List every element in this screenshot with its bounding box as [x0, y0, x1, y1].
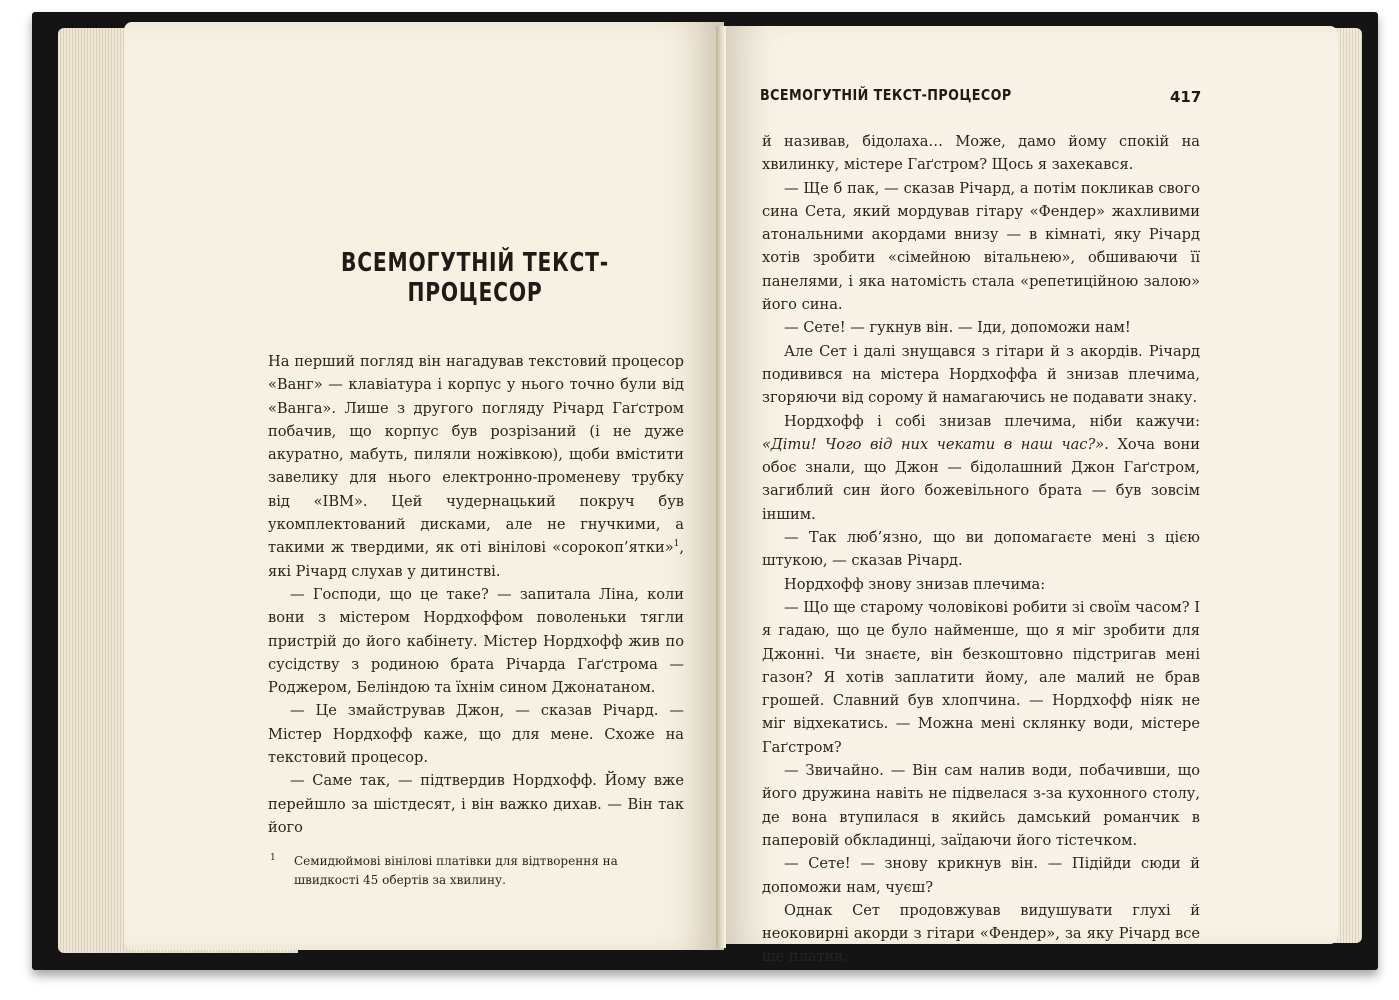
chapter-title: ВСЕМОГУТНІЙ ТЕКСТ-ПРОЦЕСОР	[340, 248, 610, 308]
paragraph: — Що ще старому чоловікові робити зі своїм часом? І я гадаю, що це було найменше, що я міг зробити для Джонні. Чи знаєте, він безкоштовно підстригав мені газон? Я хотів заплатити йому, але малий не брав грошей. Славний був хлопчина. — Нордхофф ніяк не міг відхекатись. — Можна мені склянку води, містере Гаґстром?	[762, 598, 1200, 756]
footnote	[270, 852, 684, 890]
footnote-text: Семидюймові вінілові платівки для відтворення на швидкості 45 обертів за хвилину.	[294, 854, 618, 887]
footnote-ref: 1	[673, 539, 680, 550]
paragraph: — Господи, що це таке? — запитала Ліна, коли вони з містером Нордхоффом поволеньки тягли пристрій до його кабінету. Містер Нордхофф жив по сусідству з родиною брата Річарда Гаґстрома — Роджером, Беліндою та їхнім сином Джонатаном.	[268, 585, 684, 697]
page-number: 417	[1170, 88, 1202, 106]
running-head: ВСЕМОГУТНІЙ ТЕКСТ-ПРОЦЕСОР	[760, 86, 1012, 104]
left-page-body	[268, 350, 684, 839]
italic-quote: «Діти! Чого від них чекати в наш час?»	[762, 435, 1105, 453]
paragraph: — Це змайстрував Джон, — сказав Річард. — Містер Нордхофф каже, що для мене. Схоже на текстовий процесор.	[268, 702, 684, 767]
paragraph: — Ще б пак, — сказав Річард, а потім покликав свого сина Сета, який мордував гітару «Фендер» жахливими атональними акордами внизу — в кімнаті, яку Річард хотів зробити «сімейною вітальнею», обшиваючи її панелями, і яка натомість стала «репетиційною залою» його сина.	[762, 179, 1200, 314]
paragraph: — Сете! — знову крикнув він. — Підійди сюди й допоможи нам, чуєш?	[762, 855, 1200, 896]
right-page-body	[762, 130, 1200, 969]
paragraph: — Звичайно. — Він сам налив води, побачивши, що його дружина навіть не підвелася з-за кухонного столу, де вона втупилася в якийсь дамський романчик в паперовій обкладинці, заїдаючи його тістечком.	[762, 762, 1200, 849]
paragraph: Однак Сет продовжував видушувати глухі й неоковирні акорди з гітари «Фендер», за яку Річард все ще платив.	[762, 901, 1200, 966]
paragraph: — Сете! — гукнув він. — Іди, допоможи нам!	[784, 319, 1131, 337]
paragraph: Нордхофф знову знизав плечима:	[784, 575, 1046, 593]
paragraph: Нордхофф і собі знизав плечима, ніби кажучи: «Діти! Чого від них чекати в наш час?». Хоча вони обоє знали, що Джон — бідолашний Джон Гаґстром, загиблий син його божевільного брата — був зовсім іншим.	[762, 412, 1200, 523]
paragraph: й називав, бідолаха… Може, дамо йому спокій на хвилинку, містере Гаґстром? Щось я захекався.	[762, 133, 1200, 174]
footnote-mark: 1	[270, 853, 276, 863]
paragraph: — Саме так, — підтвердив Нордхофф. Йому вже перейшло за шістдесят, і він важко дихав. — Він так його	[268, 772, 684, 836]
paragraph: — Так люб’язно, що ви допомагаєте мені з цією штукою, — сказав Річард.	[762, 529, 1200, 570]
paragraph: Але Сет і далі знущався з гітари й з акордів. Річард подивився на містера Нордхоффа й знизав плечима, згоряючи від сорому й намагаючись не подавати знаку.	[762, 342, 1200, 407]
paragraph: На перший погляд він нагадував текстовий процесор «Ванг» — клавіатура і корпус у нього точно були від «Ванга». Лише з другого погляду Річард Гаґстром побачив, що корпус був розрізаний (і не дуже акуратно, мабуть, пиляли ножівкою), щоби вмістити завелику для нього електронно-променеву трубку від «IBM». Цей чудернацький покруч був укомплектований дисками, але не гнучкими, а такими ж твердими, як оті вінілові «сорокоп’ятки»$^1$, які Річард слухав у дитинстві.	[268, 353, 684, 580]
book-gutter	[716, 26, 726, 948]
